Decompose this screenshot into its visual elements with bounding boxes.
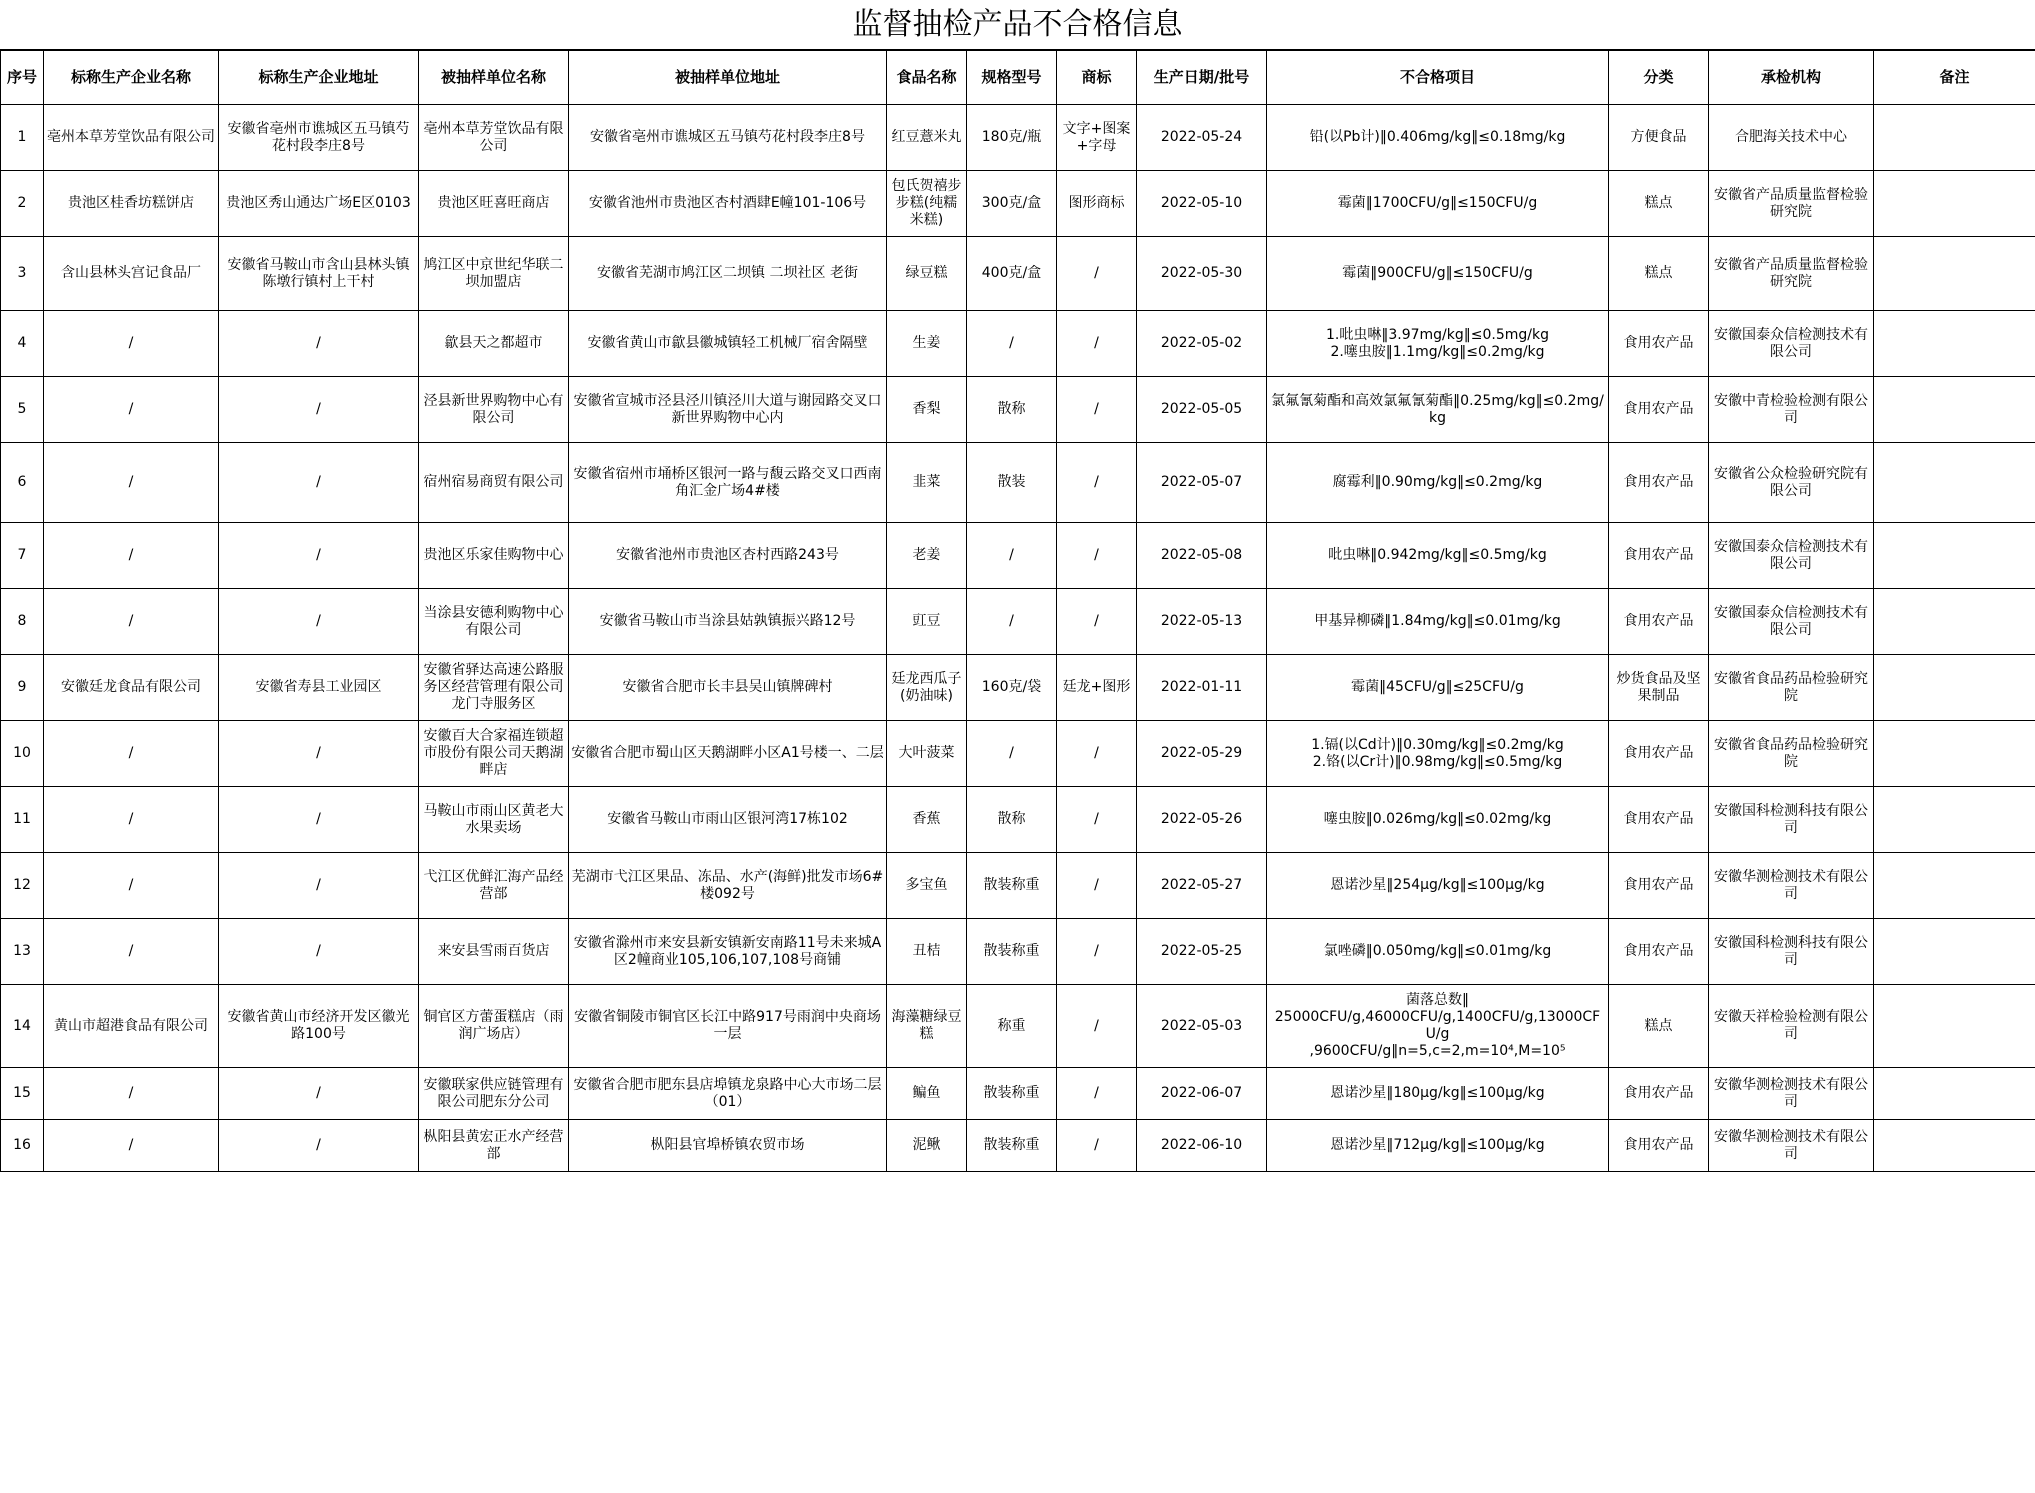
- table-cell: 2022-06-10: [1137, 1120, 1267, 1172]
- table-row: [1, 1120, 2035, 1172]
- column-header: 承检机构: [1709, 51, 1874, 105]
- table-cell: /: [219, 1068, 419, 1120]
- column-header: 食品名称: [887, 51, 967, 105]
- table-cell: 1: [1, 105, 44, 171]
- table-cell: 香蕉: [887, 787, 967, 853]
- table-cell: 香梨: [887, 377, 967, 443]
- table-cell: 安徽省池州市贵池区杏村西路243号: [569, 523, 887, 589]
- table-cell: 2022-05-03: [1137, 985, 1267, 1068]
- table-cell: 安徽省黄山市歙县徽城镇轻工机械厂宿舍隔壁: [569, 311, 887, 377]
- table-cell: 散装称重: [967, 1068, 1057, 1120]
- table-cell: 散装称重: [967, 919, 1057, 985]
- table-cell: 12: [1, 853, 44, 919]
- table-cell: 霉菌‖1700CFU/g‖≤150CFU/g: [1267, 171, 1609, 237]
- table-cell: 安徽省食品药品检验研究院: [1709, 655, 1874, 721]
- table-cell: 恩诺沙星‖712μg/kg‖≤100μg/kg: [1267, 1120, 1609, 1172]
- table-cell: 氯氟氰菊酯和高效氯氟氰菊酯‖0.25mg/kg‖≤0.2mg/kg: [1267, 377, 1609, 443]
- table-cell: [1874, 655, 2035, 721]
- table-cell: 图形商标: [1057, 171, 1137, 237]
- table-cell: /: [219, 721, 419, 787]
- table-cell: /: [1057, 1068, 1137, 1120]
- table-cell: 恩诺沙星‖254μg/kg‖≤100μg/kg: [1267, 853, 1609, 919]
- table-cell: 2022-05-26: [1137, 787, 1267, 853]
- table-cell: 枞阳县官埠桥镇农贸市场: [569, 1120, 887, 1172]
- table-cell: /: [44, 1068, 219, 1120]
- table-cell: /: [967, 523, 1057, 589]
- table-cell: 160克/袋: [967, 655, 1057, 721]
- table-cell: /: [44, 377, 219, 443]
- column-header: 不合格项目: [1267, 51, 1609, 105]
- table-cell: 食用农产品: [1609, 589, 1709, 655]
- table-cell: 来安县雪雨百货店: [419, 919, 569, 985]
- table-cell: 安徽华测检测技术有限公司: [1709, 1120, 1874, 1172]
- table-cell: 散装称重: [967, 853, 1057, 919]
- table-cell: 贵池区旺喜旺商店: [419, 171, 569, 237]
- table-cell: [1874, 919, 2035, 985]
- table-cell: 9: [1, 655, 44, 721]
- table-row: [1, 985, 2035, 1068]
- table-cell: /: [44, 853, 219, 919]
- table-row: [1, 377, 2035, 443]
- table-cell: 2022-05-25: [1137, 919, 1267, 985]
- table-cell: 安徽省芜湖市鸠江区二坝镇 二坝社区 老街: [569, 237, 887, 311]
- table-cell: 豇豆: [887, 589, 967, 655]
- table-cell: /: [219, 523, 419, 589]
- table-cell: 鳊鱼: [887, 1068, 967, 1120]
- column-header: 标称生产企业名称: [44, 51, 219, 105]
- table-cell: 安徽省宣城市泾县泾川镇泾川大道与谢园路交叉口新世界购物中心内: [569, 377, 887, 443]
- table-cell: 15: [1, 1068, 44, 1120]
- table-cell: /: [1057, 523, 1137, 589]
- table-cell: 散装: [967, 443, 1057, 523]
- table-cell: 称重: [967, 985, 1057, 1068]
- table-cell: /: [44, 919, 219, 985]
- table-row: [1, 237, 2035, 311]
- table-cell: 安徽国泰众信检测技术有限公司: [1709, 589, 1874, 655]
- column-header: 规格型号: [967, 51, 1057, 105]
- table-cell: 安徽省驿达高速公路服务区经营管理有限公司龙门寺服务区: [419, 655, 569, 721]
- table-cell: [1874, 523, 2035, 589]
- table-cell: 安徽华测检测技术有限公司: [1709, 853, 1874, 919]
- table-cell: [1874, 1120, 2035, 1172]
- table-cell: 安徽省合肥市蜀山区天鹅湖畔小区A1号楼一、二层: [569, 721, 887, 787]
- table-cell: 糕点: [1609, 171, 1709, 237]
- table-cell: [1874, 721, 2035, 787]
- table-cell: 多宝鱼: [887, 853, 967, 919]
- table-cell: /: [1057, 589, 1137, 655]
- table-cell: 2022-05-02: [1137, 311, 1267, 377]
- table-cell: /: [219, 919, 419, 985]
- table-cell: 2022-05-10: [1137, 171, 1267, 237]
- table-cell: 16: [1, 1120, 44, 1172]
- inspection-table: [0, 50, 2035, 1172]
- table-cell: 霉菌‖45CFU/g‖≤25CFU/g: [1267, 655, 1609, 721]
- table-cell: 2022-06-07: [1137, 1068, 1267, 1120]
- table-cell: 安徽省亳州市谯城区五马镇芍花村段李庄8号: [569, 105, 887, 171]
- table-cell: 腐霉利‖0.90mg/kg‖≤0.2mg/kg: [1267, 443, 1609, 523]
- table-cell: 安徽省产品质量监督检验研究院: [1709, 237, 1874, 311]
- table-cell: 生姜: [887, 311, 967, 377]
- column-header: 商标: [1057, 51, 1137, 105]
- table-cell: /: [1057, 237, 1137, 311]
- table-cell: 8: [1, 589, 44, 655]
- table-cell: 含山县林头宫记食品厂: [44, 237, 219, 311]
- table-cell: 食用农产品: [1609, 523, 1709, 589]
- table-cell: 食用农产品: [1609, 1120, 1709, 1172]
- table-cell: /: [967, 721, 1057, 787]
- table-cell: [1874, 787, 2035, 853]
- table-cell: /: [1057, 853, 1137, 919]
- column-header: 被抽样单位地址: [569, 51, 887, 105]
- table-cell: 安徽省池州市贵池区杏村酒肆E幢101-106号: [569, 171, 887, 237]
- column-header: 生产日期/批号: [1137, 51, 1267, 105]
- table-cell: 氯唑磷‖0.050mg/kg‖≤0.01mg/kg: [1267, 919, 1609, 985]
- table-cell: 13: [1, 919, 44, 985]
- table-cell: 2022-05-29: [1137, 721, 1267, 787]
- table-cell: /: [1057, 787, 1137, 853]
- table-cell: /: [967, 311, 1057, 377]
- table-cell: 红豆薏米丸: [887, 105, 967, 171]
- table-cell: 黄山市超港食品有限公司: [44, 985, 219, 1068]
- table-cell: 合肥海关技术中心: [1709, 105, 1874, 171]
- table-cell: /: [1057, 721, 1137, 787]
- page-title: 监督抽检产品不合格信息: [0, 0, 2035, 50]
- table-cell: [1874, 237, 2035, 311]
- table-cell: 1.镉(以Cd计)‖0.30mg/kg‖≤0.2mg/kg 2.铬(以Cr计)‖0.98mg/kg‖≤0.5mg/kg: [1267, 721, 1609, 787]
- column-header: 序号: [1, 51, 44, 105]
- table-cell: 5: [1, 377, 44, 443]
- table-cell: [1874, 589, 2035, 655]
- table-cell: 亳州本草芳堂饮品有限公司: [419, 105, 569, 171]
- table-cell: 包氏贺禧步步糕(纯糯米糕): [887, 171, 967, 237]
- table-cell: [1874, 105, 2035, 171]
- table-cell: /: [44, 1120, 219, 1172]
- table-cell: 甲基异柳磷‖1.84mg/kg‖≤0.01mg/kg: [1267, 589, 1609, 655]
- table-cell: /: [44, 311, 219, 377]
- table-cell: 泾县新世界购物中心有限公司: [419, 377, 569, 443]
- table-cell: 糕点: [1609, 237, 1709, 311]
- table-cell: /: [1057, 311, 1137, 377]
- table-cell: /: [44, 443, 219, 523]
- table-cell: 散称: [967, 787, 1057, 853]
- table-cell: 海藻糖绿豆糕: [887, 985, 967, 1068]
- table-cell: 安徽国泰众信检测技术有限公司: [1709, 311, 1874, 377]
- table-cell: 文字+图案+字母: [1057, 105, 1137, 171]
- table-cell: 安徽省合肥市长丰县吴山镇牌碑村: [569, 655, 887, 721]
- table-cell: 贵池区桂香坊糕饼店: [44, 171, 219, 237]
- column-header: 被抽样单位名称: [419, 51, 569, 105]
- table-cell: 安徽廷龙食品有限公司: [44, 655, 219, 721]
- table-cell: /: [219, 443, 419, 523]
- table-cell: 泥鳅: [887, 1120, 967, 1172]
- table-cell: /: [44, 589, 219, 655]
- table-row: [1, 589, 2035, 655]
- table-row: [1, 655, 2035, 721]
- table-row: [1, 171, 2035, 237]
- table-cell: 当涂县安德利购物中心有限公司: [419, 589, 569, 655]
- table-cell: 安徽省食品药品检验研究院: [1709, 721, 1874, 787]
- table-cell: 安徽省马鞍山市雨山区银河湾17栋102: [569, 787, 887, 853]
- table-cell: 400克/盒: [967, 237, 1057, 311]
- table-cell: 方便食品: [1609, 105, 1709, 171]
- table-row: [1, 523, 2035, 589]
- table-cell: 噻虫胺‖0.026mg/kg‖≤0.02mg/kg: [1267, 787, 1609, 853]
- table-cell: /: [967, 589, 1057, 655]
- table-cell: 安徽省亳州市谯城区五马镇芍花村段李庄8号: [219, 105, 419, 171]
- table-cell: 6: [1, 443, 44, 523]
- table-cell: 韭菜: [887, 443, 967, 523]
- table-row: [1, 1068, 2035, 1120]
- table-cell: 2022-05-07: [1137, 443, 1267, 523]
- table-cell: 老姜: [887, 523, 967, 589]
- table-cell: /: [44, 523, 219, 589]
- table-cell: [1874, 1068, 2035, 1120]
- table-cell: 2022-05-24: [1137, 105, 1267, 171]
- table-cell: 安徽省铜陵市铜官区长江中路917号雨润中央商场一层: [569, 985, 887, 1068]
- table-cell: 安徽省黄山市经济开发区徽光路100号: [219, 985, 419, 1068]
- table-row: [1, 721, 2035, 787]
- table-cell: [1874, 985, 2035, 1068]
- table-cell: 芜湖市弋江区果品、冻品、水产(海鲜)批发市场6#楼092号: [569, 853, 887, 919]
- table-cell: 安徽华测检测技术有限公司: [1709, 1068, 1874, 1120]
- table-cell: /: [219, 1120, 419, 1172]
- table-cell: 恩诺沙星‖180μg/kg‖≤100μg/kg: [1267, 1068, 1609, 1120]
- table-cell: /: [1057, 1120, 1137, 1172]
- table-cell: 吡虫啉‖0.942mg/kg‖≤0.5mg/kg: [1267, 523, 1609, 589]
- table-cell: 2022-01-11: [1137, 655, 1267, 721]
- table-cell: 食用农产品: [1609, 919, 1709, 985]
- table-cell: 2022-05-13: [1137, 589, 1267, 655]
- header-row: [1, 51, 2035, 105]
- column-header: 分类: [1609, 51, 1709, 105]
- table-cell: 贵池区秀山通达广场E区0103: [219, 171, 419, 237]
- table-cell: 2022-05-30: [1137, 237, 1267, 311]
- table-cell: [1874, 443, 2035, 523]
- table-cell: 14: [1, 985, 44, 1068]
- table-cell: /: [1057, 919, 1137, 985]
- table-cell: 安徽省马鞍山市含山县林头镇陈墩行镇村上干村: [219, 237, 419, 311]
- table-cell: 180克/瓶: [967, 105, 1057, 171]
- table-cell: 马鞍山市雨山区黄老大水果卖场: [419, 787, 569, 853]
- table-cell: 宿州宿易商贸有限公司: [419, 443, 569, 523]
- table-cell: 枞阳县黄宏正水产经营部: [419, 1120, 569, 1172]
- table-cell: /: [44, 721, 219, 787]
- table-cell: 2022-05-27: [1137, 853, 1267, 919]
- table-cell: 食用农产品: [1609, 377, 1709, 443]
- table-row: [1, 787, 2035, 853]
- table-cell: /: [44, 787, 219, 853]
- table-cell: 食用农产品: [1609, 1068, 1709, 1120]
- table-cell: /: [219, 589, 419, 655]
- table-cell: [1874, 853, 2035, 919]
- table-cell: 铅(以Pb计)‖0.406mg/kg‖≤0.18mg/kg: [1267, 105, 1609, 171]
- table-cell: /: [219, 311, 419, 377]
- table-cell: 2: [1, 171, 44, 237]
- table-cell: 安徽联家供应链管理有限公司肥东分公司: [419, 1068, 569, 1120]
- table-cell: /: [219, 377, 419, 443]
- table-cell: 铜官区方蕾蛋糕店（雨润广场店）: [419, 985, 569, 1068]
- table-cell: 2022-05-05: [1137, 377, 1267, 443]
- table-cell: 11: [1, 787, 44, 853]
- table-row: [1, 105, 2035, 171]
- table-cell: /: [1057, 443, 1137, 523]
- table-cell: 炒货食品及坚果制品: [1609, 655, 1709, 721]
- table-cell: 2022-05-08: [1137, 523, 1267, 589]
- table-cell: 安徽省马鞍山市当涂县姑孰镇振兴路12号: [569, 589, 887, 655]
- table-cell: 安徽省公众检验研究院有限公司: [1709, 443, 1874, 523]
- table-cell: 300克/盒: [967, 171, 1057, 237]
- table-cell: 贵池区乐家佳购物中心: [419, 523, 569, 589]
- table-cell: 安徽中青检验检测有限公司: [1709, 377, 1874, 443]
- table-cell: 安徽省寿县工业园区: [219, 655, 419, 721]
- table-cell: 安徽天祥检验检测有限公司: [1709, 985, 1874, 1068]
- table-cell: 安徽国科检测科技有限公司: [1709, 787, 1874, 853]
- column-header: 标称生产企业地址: [219, 51, 419, 105]
- table-cell: 安徽国科检测科技有限公司: [1709, 919, 1874, 985]
- table-cell: 亳州本草芳堂饮品有限公司: [44, 105, 219, 171]
- table-cell: [1874, 171, 2035, 237]
- table-cell: 安徽国泰众信检测技术有限公司: [1709, 523, 1874, 589]
- table-cell: 糕点: [1609, 985, 1709, 1068]
- table-cell: 弋江区优鲜汇海产品经营部: [419, 853, 569, 919]
- table-cell: 鸠江区中京世纪华联二坝加盟店: [419, 237, 569, 311]
- table-row: [1, 853, 2035, 919]
- column-header: 备注: [1874, 51, 2035, 105]
- table-cell: 食用农产品: [1609, 787, 1709, 853]
- table-cell: 安徽省合肥市肥东县店埠镇龙泉路中心大市场二层（01）: [569, 1068, 887, 1120]
- table-cell: /: [219, 787, 419, 853]
- table-cell: /: [1057, 377, 1137, 443]
- table-row: [1, 919, 2035, 985]
- table-cell: [1874, 311, 2035, 377]
- table-cell: 菌落总数‖ 25000CFU/g,46000CFU/g,1400CFU/g,13000CFU/g ,9600CFU/g‖n=5,c=2,m=10⁴,M=10⁵: [1267, 985, 1609, 1068]
- table-cell: 10: [1, 721, 44, 787]
- table-cell: /: [1057, 985, 1137, 1068]
- table-cell: 4: [1, 311, 44, 377]
- table-cell: 安徽省宿州市埇桥区银河一路与馥云路交叉口西南角汇金广场4#楼: [569, 443, 887, 523]
- table-cell: 散称: [967, 377, 1057, 443]
- table-cell: 廷龙+图形: [1057, 655, 1137, 721]
- table-row: [1, 443, 2035, 523]
- table-cell: 食用农产品: [1609, 443, 1709, 523]
- table-cell: 安徽百大合家福连锁超市股份有限公司天鹅湖畔店: [419, 721, 569, 787]
- table-cell: 安徽省产品质量监督检验研究院: [1709, 171, 1874, 237]
- table-cell: /: [219, 853, 419, 919]
- table-cell: [1874, 377, 2035, 443]
- table-cell: 丑桔: [887, 919, 967, 985]
- table-cell: 1.吡虫啉‖3.97mg/kg‖≤0.5mg/kg 2.噻虫胺‖1.1mg/kg‖≤0.2mg/kg: [1267, 311, 1609, 377]
- table-row: [1, 311, 2035, 377]
- table-cell: 3: [1, 237, 44, 311]
- table-cell: 廷龙西瓜子(奶油味): [887, 655, 967, 721]
- table-cell: 歙县天之都超市: [419, 311, 569, 377]
- table-cell: 食用农产品: [1609, 311, 1709, 377]
- table-cell: 霉菌‖900CFU/g‖≤150CFU/g: [1267, 237, 1609, 311]
- table-cell: 7: [1, 523, 44, 589]
- table-cell: 食用农产品: [1609, 853, 1709, 919]
- table-cell: 安徽省滁州市来安县新安镇新安南路11号未来城A区2幢商业105,106,107,108号商铺: [569, 919, 887, 985]
- table-cell: 大叶菠菜: [887, 721, 967, 787]
- table-cell: 绿豆糕: [887, 237, 967, 311]
- table-cell: 食用农产品: [1609, 721, 1709, 787]
- table-cell: 散装称重: [967, 1120, 1057, 1172]
